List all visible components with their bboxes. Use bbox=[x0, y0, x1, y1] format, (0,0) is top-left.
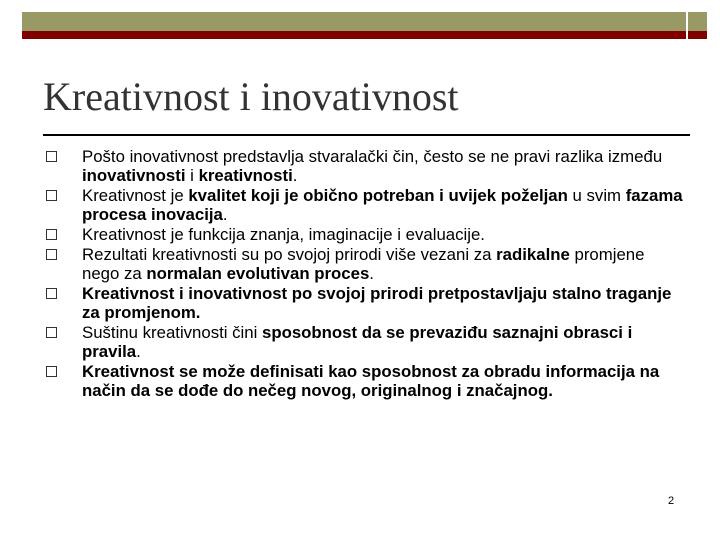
bullet-text: Kreativnost je bbox=[82, 186, 189, 205]
bullet-text-bold: radikalne bbox=[496, 245, 570, 264]
corner-square-maroon bbox=[688, 31, 707, 39]
bullet-item bbox=[46, 362, 686, 400]
bullet-item bbox=[46, 147, 686, 185]
slide-title: Kreativnost i inovativnost bbox=[43, 74, 459, 119]
bullet-text: . bbox=[369, 264, 374, 283]
bullet-text: Rezultati kreativnosti su po svojoj prirodi više vezani za bbox=[82, 245, 497, 264]
bullet-item bbox=[46, 284, 686, 322]
bullet-text: i bbox=[185, 166, 199, 185]
bullet-text-bold: Kreativnost i inovativnost po svojoj prirodi pretpostavljaju stalno traganje za promjenom. bbox=[82, 284, 672, 322]
hollow-square-icon bbox=[46, 249, 57, 260]
bullet-text-bold: fazama procesa inovacija bbox=[82, 186, 683, 224]
corner-square-olive bbox=[688, 12, 707, 31]
title-underline bbox=[43, 134, 690, 136]
bullet-text: u svim bbox=[567, 186, 626, 205]
bullet-text: . bbox=[222, 205, 228, 224]
hollow-square-icon bbox=[46, 190, 57, 201]
bullet-text-bold: sposobnost da se prevaziđu saznajni obrasci i pravila bbox=[82, 323, 633, 361]
hollow-square-icon bbox=[46, 151, 57, 162]
bullet-text: . bbox=[292, 166, 298, 185]
page-number: 2 bbox=[668, 495, 675, 507]
bullet-text-bold: kvalitet koji je obično potreban i uvijek poželjan bbox=[188, 186, 568, 205]
top-bar-olive-stripe bbox=[22, 12, 686, 31]
hollow-square-icon bbox=[46, 366, 57, 377]
bullet-text-bold: normalan evolutivan proces bbox=[146, 264, 370, 283]
bullet-item bbox=[46, 225, 686, 244]
bullet-item bbox=[46, 323, 686, 361]
bullet-item bbox=[46, 186, 686, 224]
bullet-text-bold: kreativnosti bbox=[198, 166, 293, 185]
bullet-text-bold: Kreativnost se može definisati kao sposobnost za obradu informacija na način da se dođe do nečeg novog, originalnog i značajnog. bbox=[82, 362, 660, 400]
top-bar-maroon-stripe bbox=[22, 31, 686, 39]
bullet-text: promjene nego za bbox=[82, 245, 645, 283]
bullet-text: . bbox=[136, 342, 141, 361]
bullet-item bbox=[46, 245, 686, 283]
bullet-text: Kreativnost je funkcija znanja, imaginacije i evaluacije. bbox=[82, 225, 485, 244]
hollow-square-icon bbox=[46, 288, 57, 299]
bullet-text: Pošto inovativnost predstavlja stvaralački čin, često se ne pravi razlika između bbox=[82, 147, 663, 166]
bullet-text: Suštinu kreativnosti čini bbox=[82, 323, 263, 342]
bullet-list bbox=[46, 147, 686, 401]
hollow-square-icon bbox=[46, 229, 57, 240]
hollow-square-icon bbox=[46, 327, 57, 338]
bullet-text-bold: inovativnosti bbox=[82, 166, 186, 185]
